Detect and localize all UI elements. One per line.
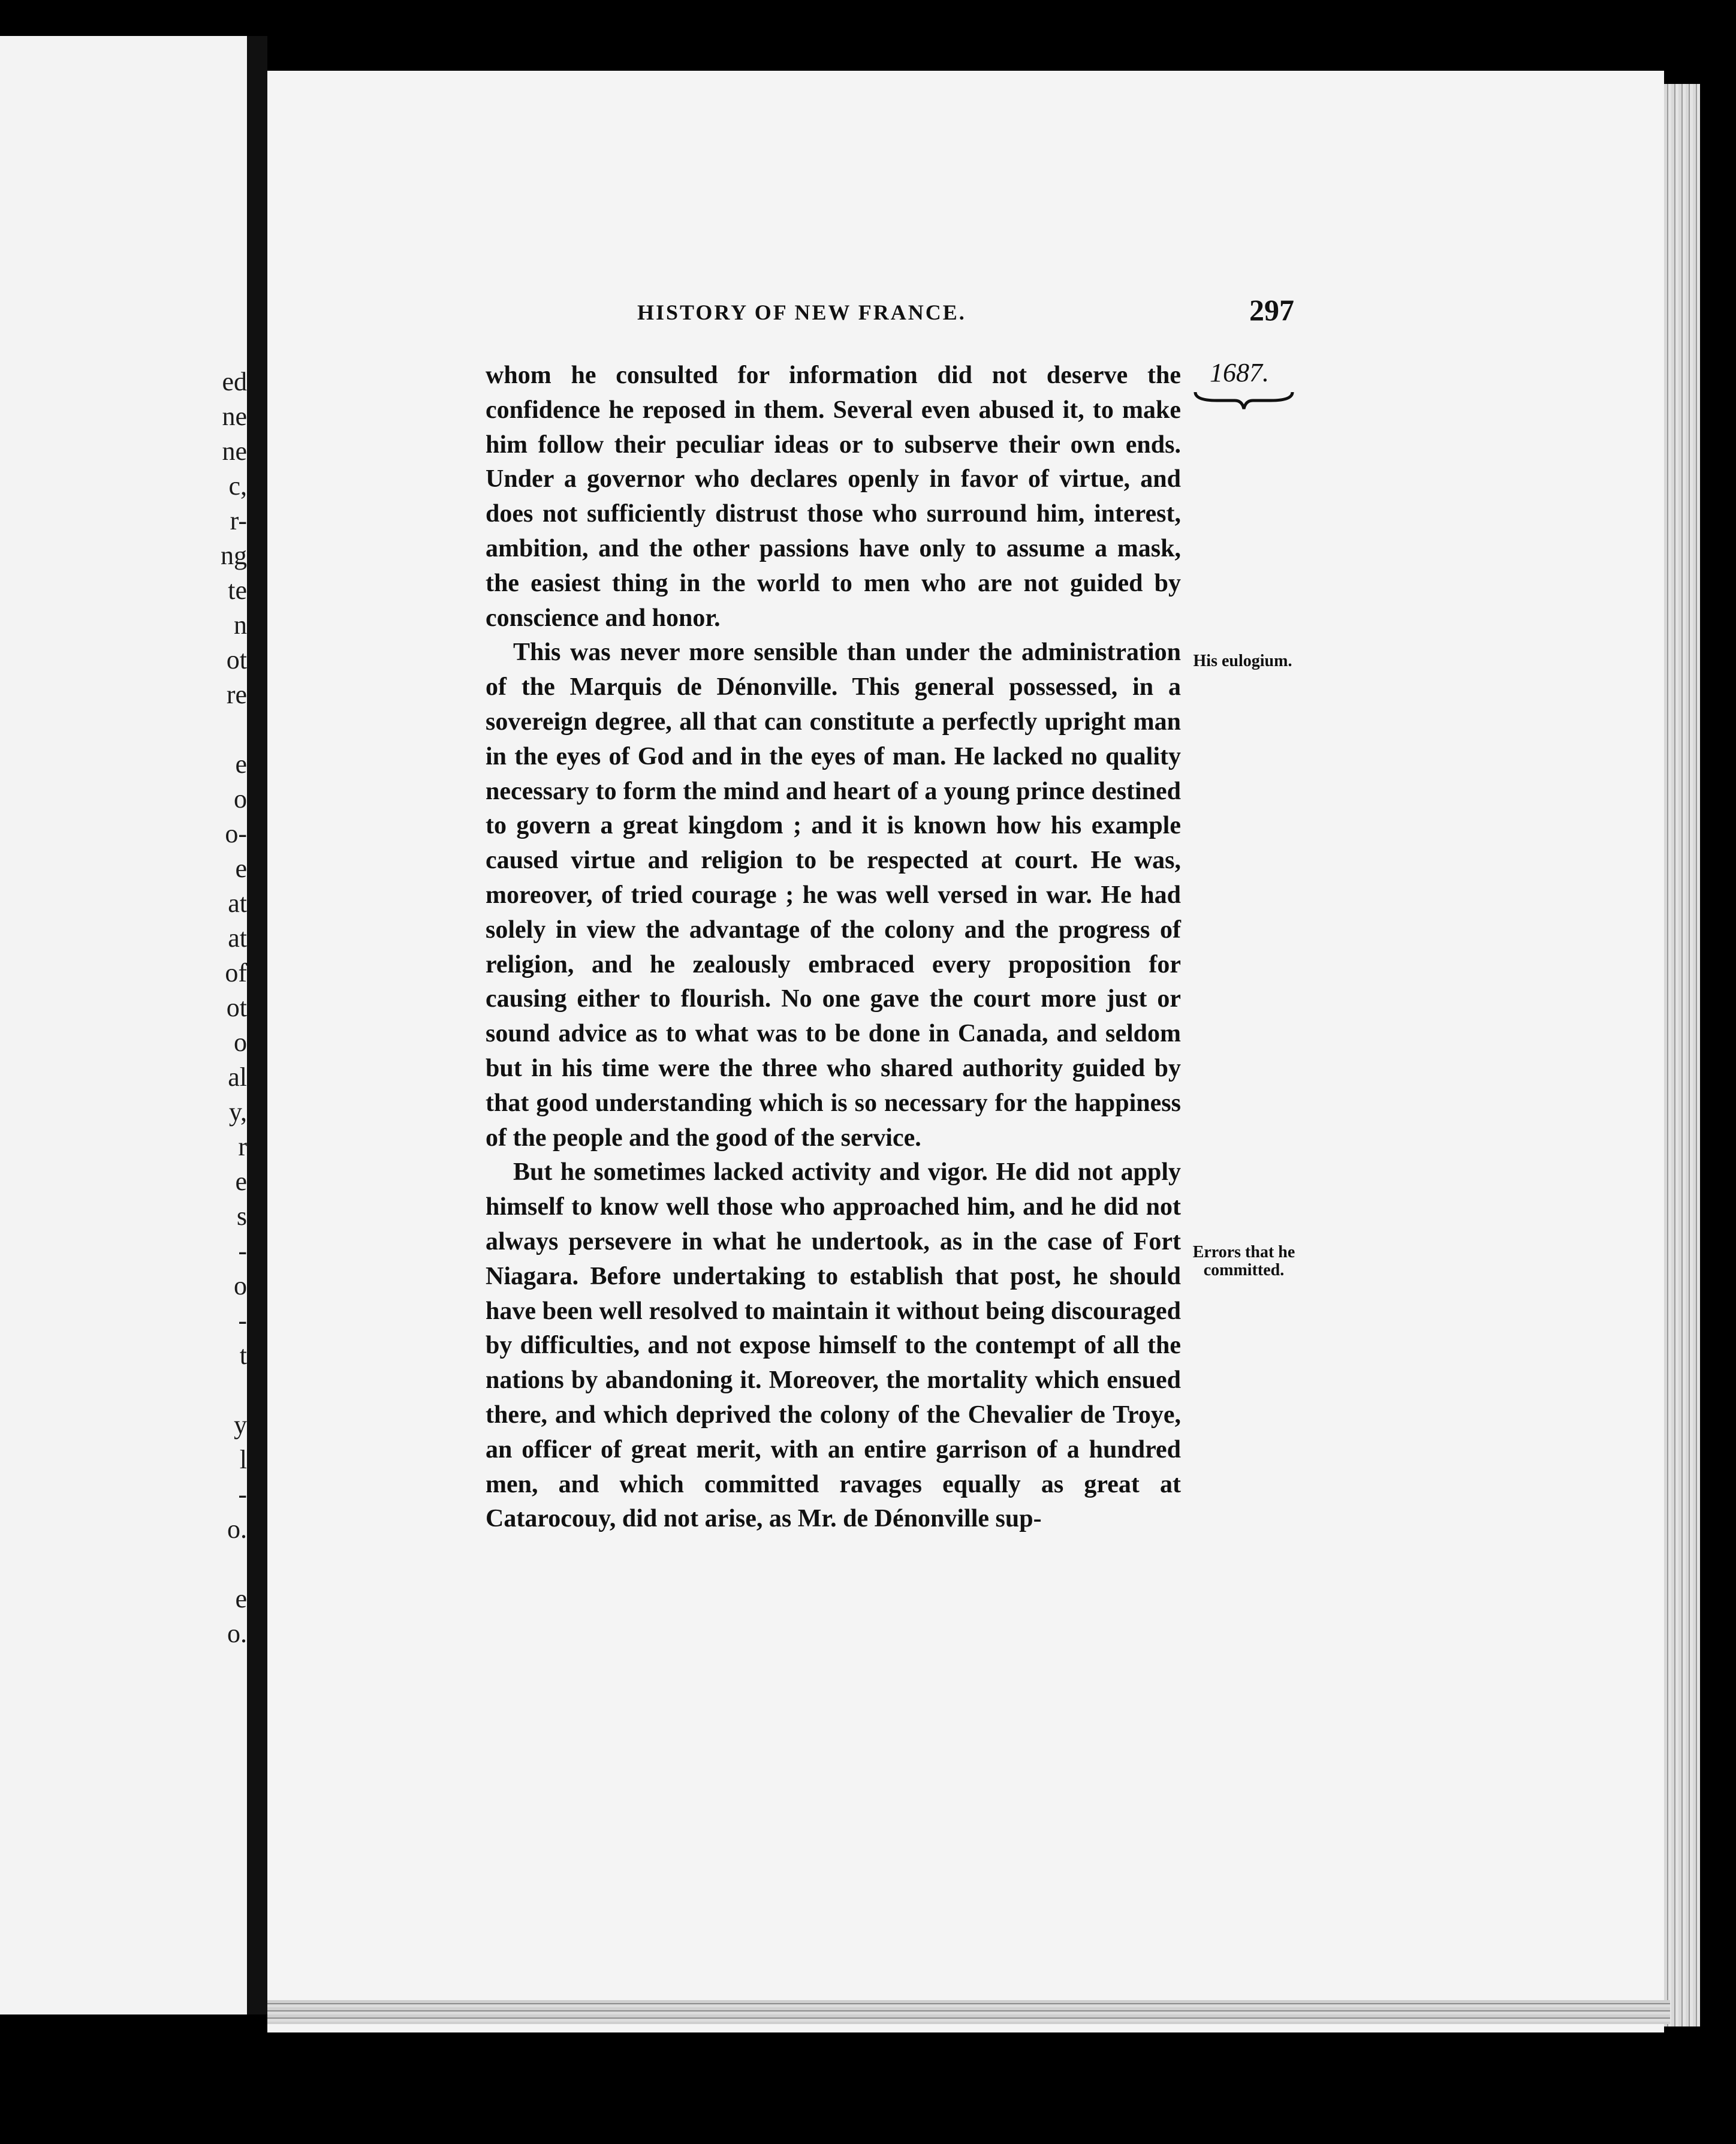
previous-page-fragment: - bbox=[238, 1236, 247, 1266]
previous-page-fragment: at bbox=[228, 889, 247, 918]
previous-page-fragment: y bbox=[234, 1410, 247, 1440]
previous-page-fragment: l bbox=[239, 1445, 247, 1474]
page-stack-edge bbox=[1664, 84, 1700, 2026]
previous-page-fragment: y, bbox=[228, 1097, 247, 1127]
previous-page-fragment: e bbox=[235, 854, 247, 883]
previous-page-fragment: - bbox=[238, 1480, 247, 1509]
margin-note-errors: Errors that he committed. bbox=[1192, 1243, 1295, 1279]
previous-page-fragment: te bbox=[228, 576, 247, 605]
previous-page-fragment: ne bbox=[222, 402, 247, 431]
previous-page-fragment: o- bbox=[225, 819, 247, 848]
body-text bbox=[486, 359, 1181, 1537]
previous-page-text-fragments bbox=[0, 36, 247, 2014]
previous-page-edge bbox=[0, 36, 253, 2014]
book-gutter bbox=[247, 36, 267, 2014]
paragraph: This was never more sensible than under the administration of the Marquis de Dénonville. This general possessed, in a sovereign degree, all that can constitute a perfectly upright man in the eyes of God and in the eyes of man. He lacked no quality necessary to form the mind and heart of a young prince destined to govern a great kingdom ; and it is known how his example caused virtue and religion to be respected at court. He was, moreover, of tried courage ; he was well versed in war. He had solely in view the advantage of the colony and the progress of religion, and he zealously embraced every proposition for causing either to flourish. No one gave the court more just or sound advice as to what was to be done in Canada, and seldom but in his time were the three who shared authority guided by that good understanding which is so necessary for the happiness of the people and the good of the service. bbox=[486, 639, 1181, 1152]
previous-page-fragment: o. bbox=[227, 1514, 247, 1544]
paragraph: whom he consulted for information did not deserve the confidence he reposed in them. Several even abused it, to make him follow their peculiar ideas or to subserve their own ends. Under a governor who declares openly in favor of virtue, and does not sufficiently distrust those who surround him, interest, ambition, and the other passions have only to assume a mask, the easiest thing in the world to men who are not guided by conscience and honor. bbox=[486, 362, 1181, 632]
previous-page-fragment: ot bbox=[226, 645, 247, 674]
previous-page-fragment: ng bbox=[221, 541, 247, 570]
previous-page-fragment: of bbox=[225, 958, 247, 987]
previous-page-fragment: e bbox=[235, 749, 247, 779]
previous-page-fragment: ed bbox=[222, 367, 247, 396]
previous-page-fragment: al bbox=[228, 1062, 247, 1092]
previous-page-fragment: ot bbox=[226, 993, 247, 1022]
previous-page-fragment: c, bbox=[228, 471, 247, 501]
previous-page-fragment: o bbox=[234, 784, 247, 814]
previous-page-fragment: e bbox=[235, 1584, 247, 1613]
paragraph: But he sometimes lacked activity and vigor. He did not apply himself to know well those who approached him, and he did not always persevere in what he undertook, as in the case of Fort Niagara. Before undertaking to establish that post, he should have been well resolved to maintain it without being discouraged by difficulties, and not expose himself to the contempt of all the nations by abandoning it. Moreover, the mortality which ensued there, and which deprived the colony of the Chevalier de Troye, an officer of great merit, with an entire garrison of a hundred men, and which committed ravages equally as great at Catarocouy, did not arise, as Mr. de Dénonville sup- bbox=[486, 1158, 1181, 1533]
previous-page-fragment: r- bbox=[230, 506, 247, 535]
previous-page-fragment: - bbox=[238, 1306, 247, 1335]
margin-note-eulogium: His eulogium. bbox=[1193, 652, 1292, 670]
running-title: HISTORY OF NEW FRANCE. bbox=[637, 300, 966, 324]
previous-page-fragment: re bbox=[226, 680, 247, 709]
previous-page-fragment: n bbox=[234, 610, 247, 640]
previous-page-fragment: s bbox=[236, 1202, 247, 1231]
previous-page-fragment: at bbox=[228, 923, 247, 953]
page-number: 297 bbox=[1249, 293, 1294, 327]
previous-page-fragment: r bbox=[238, 1132, 247, 1161]
previous-page-fragment: o bbox=[234, 1028, 247, 1057]
previous-page-fragment: t bbox=[239, 1341, 247, 1370]
margin-year: 1687. bbox=[1210, 358, 1269, 387]
previous-page-fragment: o. bbox=[227, 1619, 247, 1648]
previous-page-fragment: o bbox=[234, 1271, 247, 1300]
brace-icon bbox=[1193, 389, 1295, 412]
previous-page-fragment: ne bbox=[222, 436, 247, 466]
page-stack-bottom bbox=[267, 2000, 1670, 2024]
previous-page-fragment: e bbox=[235, 1167, 247, 1196]
